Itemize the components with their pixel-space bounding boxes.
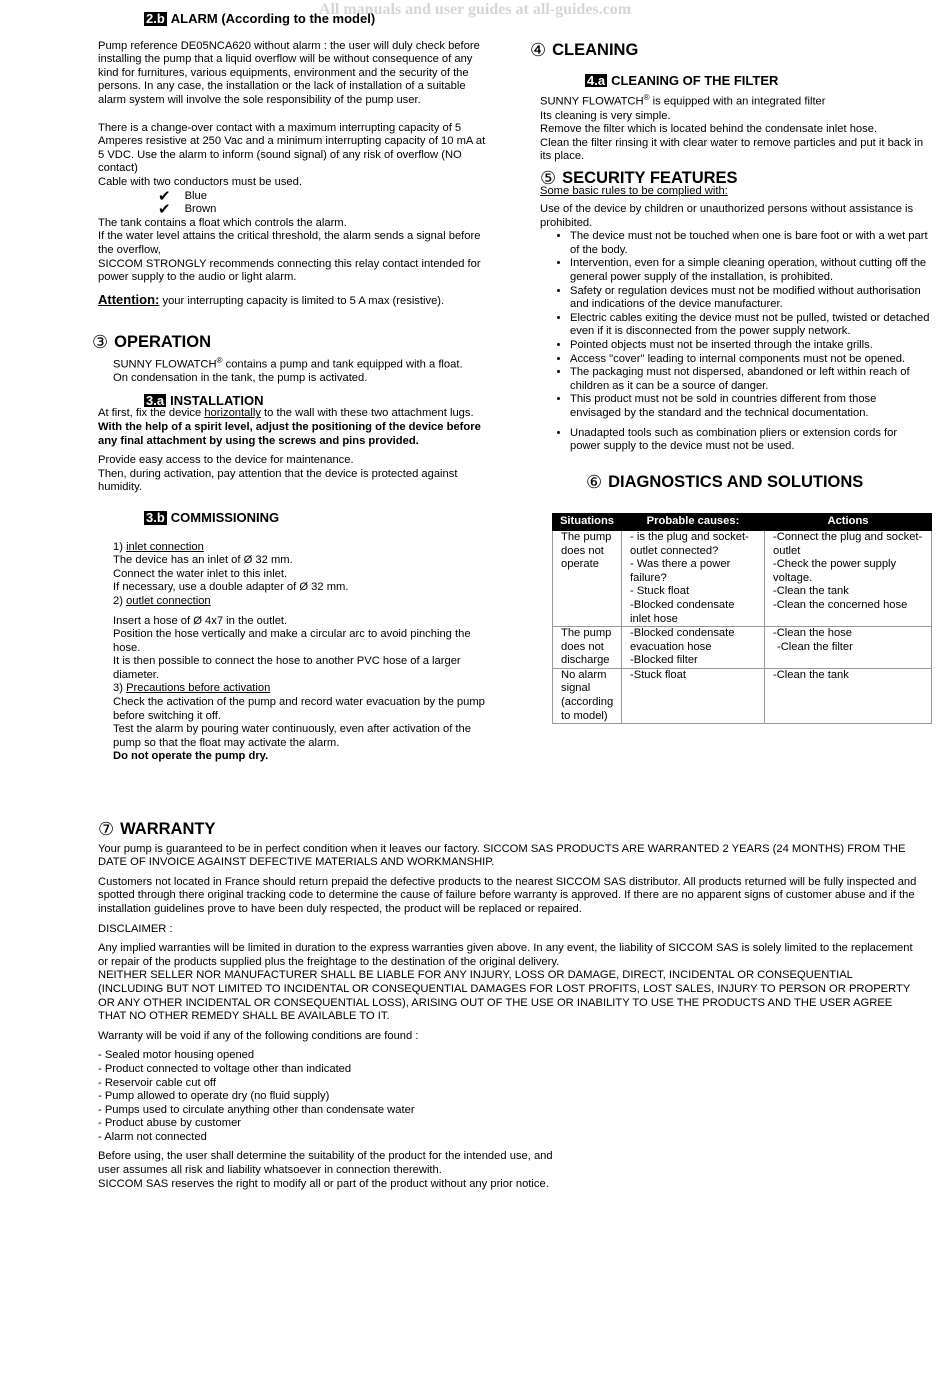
alarm-paragraph: There is a change-over contact with a maximum interrupting capacity of 5 Amperes resistive at 250 Vac and a minimum interrupting capacity of 10 mA at 5 VDC. Use the alarm to inform (sound signal) of any risk of overflow (NO contact) — [98, 121, 486, 175]
alarm-paragraph: Cable with two conductors must be used. — [98, 175, 302, 188]
security-rules-extra — [540, 427, 930, 454]
step-text: The device has an inlet of Ø 32 mm. — [113, 554, 293, 567]
table-row — [553, 627, 932, 669]
list-item: • The packaging must not dispersed, abandoned or left within reach of children as it can be a source of danger. — [570, 366, 930, 393]
step-text: Check the activation of the pump and record water evacuation by the pump before switching it off. — [113, 696, 485, 722]
installation-heading — [144, 394, 490, 408]
situation-cell: The pump does not discharge — [553, 627, 622, 669]
wire-label: Brown — [184, 203, 217, 216]
table-row — [553, 668, 932, 723]
list-item: - Sealed motor housing opened — [98, 1049, 255, 1062]
list-item: - Reservoir cable cut off — [98, 1076, 216, 1089]
section-badge: 3.a — [146, 392, 165, 408]
step-text: Insert a hose of Ø 4x7 in the outlet. — [113, 614, 288, 627]
wire-item — [158, 187, 490, 205]
warranty-paragraph: Your pump is guaranteed to be in perfect condition when it leaves our factory. SICCOM SAS PRODUCTS ARE WARRANTED 2 YEARS (24 MONTHS) FROM THE DATE OF INVOICE AGAINST DEFECTIVE MATERIALS AND WORKMANSHIP. — [98, 842, 906, 869]
step-heading: 2) outlet connection — [113, 594, 211, 607]
list-item: • This product must not be sold in countries different from those envisaged by the standard and the technical documentation. — [570, 393, 930, 420]
attention-label: Attention: — [98, 291, 160, 307]
warranty-title: WARRANTY — [120, 820, 216, 838]
warranty-heading — [98, 819, 920, 839]
cleaning-title: CLEANING — [552, 41, 639, 59]
commissioning-title: COMMISSIONING — [170, 509, 280, 525]
operation-intro — [113, 354, 490, 386]
list-item: • Safety or regulation devices must not be modified without authorisation and indications of the device manufacturer. — [570, 285, 930, 312]
disclaimer-label: DISCLAIMER : — [98, 922, 173, 935]
operation-paragraph: On condensation in the tank, the pump is activated. — [113, 372, 368, 385]
cleaning-paragraph: Its cleaning is very simple. — [540, 109, 671, 122]
list-item: - Pump allowed to operate dry (no fluid supply) — [98, 1090, 330, 1103]
situation-cell: The pump does not operate — [553, 530, 622, 626]
warranty-paragraph: Before using, the user shall determine the suitability of the product for the intended use, and — [98, 1150, 553, 1163]
diagnostics-heading — [586, 471, 930, 492]
attention-text: your interrupting capacity is limited to 5 A max (resistive). — [162, 294, 445, 307]
filter-heading — [585, 74, 930, 88]
installation-paragraph: Then, during activation, pay attention that the device is protected against humidity. — [98, 467, 458, 494]
list-item: • The device must not be touched when one is bare foot or with a wet part of the body. — [570, 230, 930, 257]
step-heading: 3) Precautions before activation — [113, 682, 271, 695]
list-item: - Pumps used to circulate anything other than condensate water — [98, 1103, 415, 1116]
step-text: Position the hose vertically and make a circular arc to avoid pinching the hose. — [113, 628, 471, 654]
step-text: It is then possible to connect the hose to another PVC hose of a larger diameter. — [113, 655, 461, 681]
checkmark-icon: ✔ — [158, 187, 171, 205]
alarm-heading — [144, 12, 490, 26]
warranty-paragraph: Any implied warranties will be limited in duration to the express warranties given above. In any event, the liability of SICCOM SAS is solely limited to the replacement or repair of the products supplied plus the freightage to the destination of the original delivery. — [98, 942, 913, 968]
list-item: • Electric cables exiting the device must not be pulled, twisted or detached even if it is disconnected from the power supply network. — [570, 312, 930, 339]
commissioning-steps — [113, 541, 490, 765]
warranty-paragraph: user assumes all risk and liability whatsoever in connection therewith. — [98, 1164, 442, 1177]
alarm-paragraph: SICCOM STRONGLY recommends connecting this relay contact intended for power supply to the audio or light alarm. — [98, 257, 481, 284]
section-number: ⑦ — [98, 819, 115, 839]
installation-paragraph: At first, fix the device horizontally to the wall with these two attachment lugs. — [98, 407, 474, 420]
diagnostics-title: DIAGNOSTICS AND SOLUTIONS — [608, 472, 864, 491]
warranty-paragraph: NEITHER SELLER NOR MANUFACTURER SHALL BE LIABLE FOR ANY INJURY, LOSS OR DAMAGE, DIRECT, INCIDENTAL OR CONSEQUENTIAL (INCLUDING BUT NOT LIMITED TO INCIDENTAL OR CONSEQUENTIAL DAMAGES FOR LOST PROFITS, LOST SALES, INJURY TO PERSON OR PROPERTY OR ANY OTHER INCIDENTAL OR CONSEQUENTIAL LOSS), ARISING OUT OF THE USE OR INABILITY TO USE THE PRODUCTS AND THE USER AGREE THAT NO OTHER REMEDY SHALL BE AVAILABLE TO IT. — [98, 969, 911, 1023]
operation-title: OPERATION — [114, 333, 212, 352]
security-title: SECURITY FEATURES — [562, 168, 738, 187]
checkmark-icon: ✔ — [158, 201, 171, 219]
section-number: ③ — [92, 332, 109, 353]
section-badge: 2.b — [146, 11, 165, 26]
security-rules — [540, 230, 930, 420]
alarm-paragraph: If the water level attains the critical threshold, the alarm sends a signal before the overflow, — [98, 230, 481, 256]
section-number: ⑥ — [586, 471, 603, 492]
security-heading — [540, 167, 930, 188]
column-header: Actions — [765, 514, 932, 531]
section-badge: 3.b — [146, 509, 165, 525]
action-cell: -Clean the tank — [765, 668, 932, 723]
attention-note — [98, 293, 490, 309]
list-item: - Product connected to voltage other than indicated — [98, 1062, 352, 1075]
filter-title: CLEANING OF THE FILTER — [611, 72, 779, 88]
cleaning-paragraph: SUNNY FLOWATCH® is equipped with an integrated filter — [540, 93, 826, 108]
alarm-title: ALARM (According to the model) — [170, 11, 376, 26]
step-warning: Do not operate the pump dry. — [113, 750, 269, 763]
column-header: Situations — [553, 514, 622, 531]
cause-cell: -Stuck float — [622, 668, 765, 723]
warranty-section — [98, 819, 920, 1191]
left-column — [92, 11, 490, 764]
step-text: Test the alarm by pouring water continuously, even after activation of the pump so that the float may activate the alarm. — [113, 723, 471, 749]
warranty-paragraph: SICCOM SAS reserves the right to modify all or part of the product without any prior notice. — [98, 1177, 549, 1190]
table-row — [553, 530, 932, 626]
security-intro: Use of the device by children or unauthorized persons without assistance is prohibited. — [540, 203, 914, 229]
list-item: • Pointed objects must not be inserted through the intake grills. — [570, 339, 930, 353]
operation-paragraph: SUNNY FLOWATCH® contains a pump and tank equipped with a float. — [113, 355, 463, 371]
diagnostics-table — [552, 513, 932, 724]
table-header-row — [553, 514, 932, 531]
installation-paragraph: Provide easy access to the device for maintenance. — [98, 454, 354, 467]
cause-cell: - is the plug and socket-outlet connected? - Was there a power failure? - Stuck float -Blocked condensate inlet hose — [622, 530, 765, 626]
warranty-paragraph: Warranty will be void if any of the following conditions are found : — [98, 1029, 419, 1042]
right-column — [530, 40, 930, 724]
action-cell: -Clean the hose -Clean the filter — [765, 627, 932, 669]
section-badge: 4.a — [587, 72, 606, 88]
commissioning-heading — [144, 511, 490, 525]
list-item: - Product abuse by customer — [98, 1117, 242, 1130]
cause-cell: -Blocked condensate evacuation hose -Blocked filter — [622, 627, 765, 669]
installation-warning: With the help of a spirit level, adjust the positioning of the device before any final attachment by using the screws and pins provided. — [98, 420, 481, 447]
cleaning-paragraph: Remove the filter which is located behind the condensate inlet hose. — [540, 123, 878, 136]
list-item: • Unadapted tools such as combination pliers or extension cords for power supply to the device must not be used. — [570, 427, 930, 454]
list-item: • Access "cover" leading to internal components must not be opened. — [570, 353, 930, 367]
section-number: ⑤ — [540, 167, 557, 188]
step-text: Connect the water inlet to this inlet. — [113, 567, 288, 580]
wire-item — [158, 203, 490, 217]
alarm-paragraph: The tank contains a float which controls the alarm. — [98, 216, 347, 229]
operation-heading — [92, 332, 490, 353]
void-conditions-list — [98, 1049, 920, 1144]
watermark: All manuals and user guides at all-guides.com — [318, 1, 632, 18]
section-number: ④ — [530, 40, 547, 60]
column-header: Probable causes: — [622, 514, 765, 531]
wire-label: Blue — [184, 189, 207, 202]
step-heading: 1) inlet connection — [113, 540, 204, 553]
list-item: - Alarm not connected — [98, 1130, 207, 1143]
installation-title: INSTALLATION — [170, 392, 264, 408]
step-text: If necessary, use a double adapter of Ø 32 mm. — [113, 581, 349, 594]
alarm-paragraph: Pump reference DE05NCA620 without alarm : the user will duly check before installing the pump that a liquid overflow will be without consequence of any kind for furnitures, various equipments, environment and the security of the persons. In any case, the installation or the lack of installation of a suitable alarm system will involve the sole responsibility of the pump user. — [98, 39, 480, 106]
cleaning-heading — [530, 40, 930, 60]
warranty-paragraph: Customers not located in France should return prepaid the defective products to the nearest SICCOM SAS distributor. All products returned will be fully inspected and spotted through there original tracking code to determine the cause of failure before warranty is approved. If there are no apparent signs of customer abuse and if the installation guidelines prove to have been duly respected, the product will be replaced or repaired. — [98, 875, 917, 915]
list-item: • Intervention, even for a simple cleaning operation, without cutting off the general power supply of the installation, is prohibited. — [570, 257, 930, 284]
situation-cell: No alarm signal (according to model) — [553, 668, 622, 723]
cleaning-paragraph: Clean the filter rinsing it with clear water to remove particles and put it back in its place. — [540, 136, 924, 163]
security-subtitle: Some basic rules to be complied with: — [540, 185, 728, 198]
action-cell: -Connect the plug and socket-outlet -Check the power supply voltage. -Clean the tank -Clean the concerned hose — [765, 530, 932, 626]
